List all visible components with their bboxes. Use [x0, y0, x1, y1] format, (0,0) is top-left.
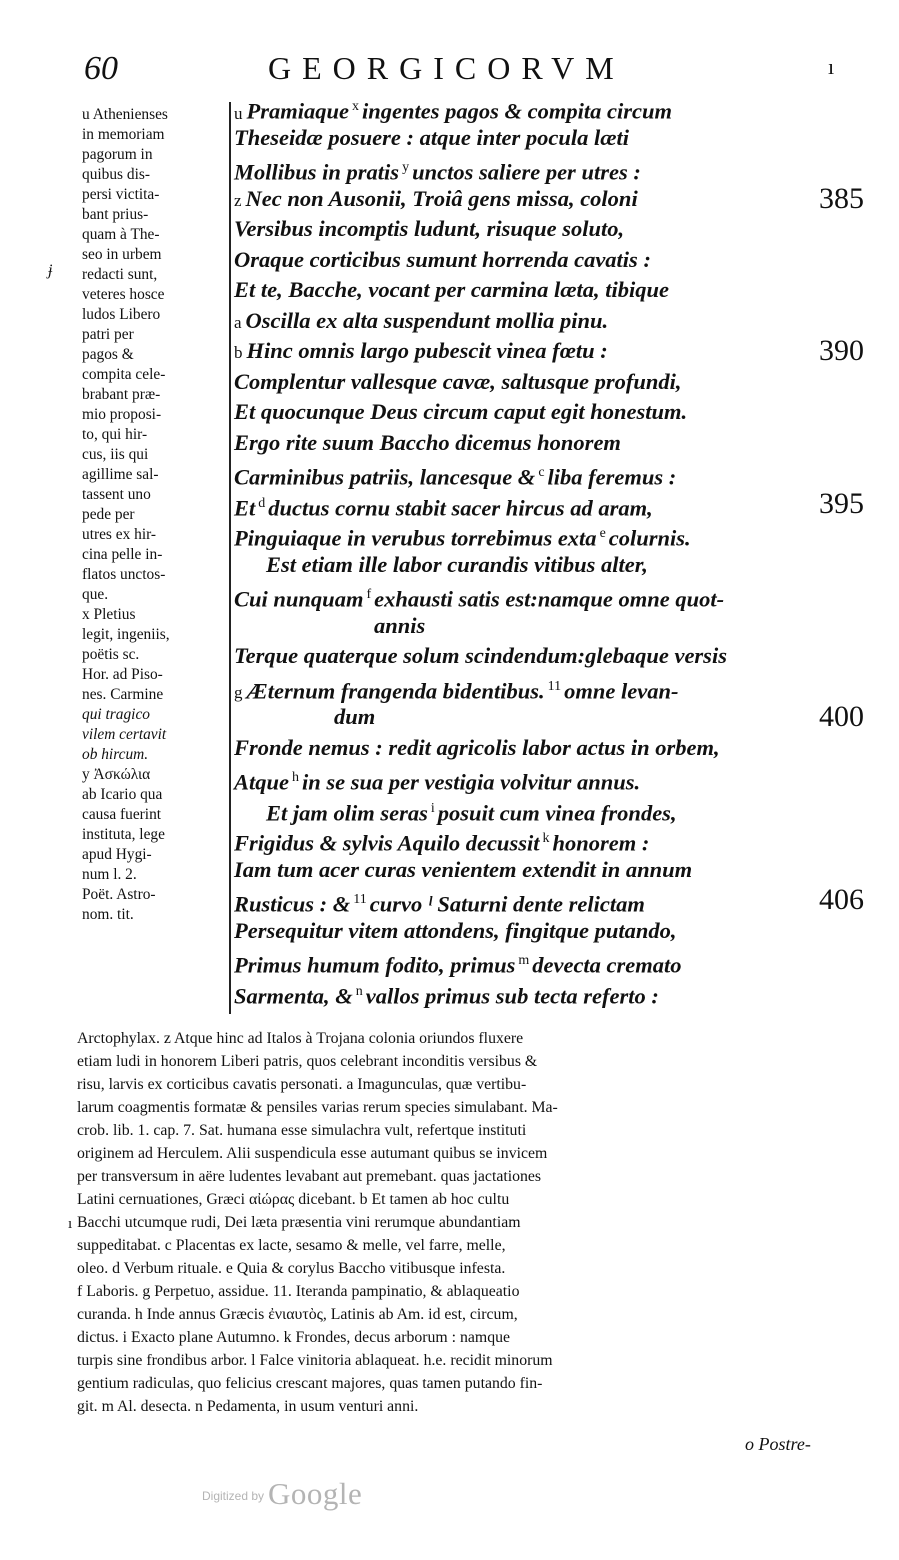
verse-line-number: 390 — [819, 334, 864, 367]
margin-note-line: vilem certavit — [82, 726, 167, 743]
verse-line — [234, 855, 854, 886]
verse-line — [234, 123, 854, 154]
verse-text-continued: ingentes pagos & compita circum — [362, 98, 673, 124]
margin-note-line: que. — [82, 586, 109, 603]
verse-note-marker: i — [430, 800, 435, 816]
verse-note-marker: c — [538, 465, 545, 480]
verse-text: Iam tum acer curas venientem extendit in annum — [234, 856, 693, 882]
verse-gloss-marker: u — [234, 103, 243, 123]
page-number: 60 — [84, 50, 118, 87]
verse-line — [234, 611, 854, 642]
margin-note-line: pagorum in — [82, 146, 153, 163]
verse-line — [234, 733, 854, 764]
verse-line — [234, 580, 854, 611]
verse-line-number: 406 — [819, 883, 864, 916]
verse-text: Ergo rite suum Baccho dicemus honorem — [234, 429, 621, 455]
margin-note-line: tassent uno — [82, 486, 151, 503]
margin-note-line: compita cele- — [82, 366, 166, 383]
commentary-line: oleo. d Verbum rituale. e Quia & corylus Baccho vitibusque infesta. — [77, 1260, 506, 1277]
verse-text: Est etiam ille labor curandis vitibus alter, — [266, 551, 648, 577]
verse-note-marker: n — [355, 983, 363, 999]
verse-gloss-marker: b — [234, 343, 243, 362]
verse-text-continued: curvo ˡ Saturni dente relictam — [369, 891, 645, 917]
commentary-line: larum coagmentis formatæ & pensiles varias rerum species simulabant. Ma- — [77, 1099, 558, 1116]
verse-text: Persequitur vitem attondens, fingitque putando, — [234, 917, 677, 943]
commentary-line: originem ad Herculem. Alii suspendicula esse autumant quibus se invicem — [77, 1145, 548, 1162]
margin-note-line: ob hircum. — [82, 746, 149, 763]
catchword: o Postre- — [745, 1434, 811, 1454]
verse-note-marker: x — [352, 99, 360, 114]
verse-note-marker: m — [518, 953, 530, 968]
google-logo: Google — [268, 1476, 363, 1511]
header-tick-mark: ı — [828, 54, 835, 79]
commentary-line: Bacchi utcumque rudi, Dei læta præsentia vini rerumque abundantiam — [77, 1214, 521, 1231]
verse-gloss-marker: z — [234, 190, 242, 210]
commentary-line: risu, larvis ex corticibus cavatis personati. a Imagunculas, quæ vertibu- — [77, 1076, 527, 1093]
verse-line — [234, 672, 854, 703]
digitized-watermark — [202, 1476, 362, 1512]
verse-text: Et — [234, 495, 256, 520]
verse-line — [234, 275, 854, 306]
margin-note-line: pagos & — [82, 346, 134, 363]
verse-text: Hinc omnis largo pubescit vinea fœtu : — [246, 338, 608, 363]
verse-line — [234, 916, 854, 947]
verse-text: Pinguiaque in verubus torrebimus exta — [234, 525, 597, 551]
margin-note-line: instituta, lege — [82, 826, 165, 843]
verse-line — [234, 883, 864, 917]
commentary-line: etiam ludi in honorem Liberi patris, quos celebrant inconditis versibus & — [77, 1053, 538, 1070]
verse-text: Æternum frangenda bidentibus. — [246, 678, 545, 703]
margin-note-line: cina pelle in- — [82, 546, 163, 563]
margin-notes — [82, 105, 224, 925]
margin-note-line: causa fuerint — [82, 806, 162, 823]
verse-text-continued: unctos saliere per utres : — [412, 159, 641, 185]
verse-note-marker: d — [258, 495, 266, 511]
verse-line — [234, 550, 854, 581]
commentary-line: Arctophylax. z Atque hinc ad Italos à Trojana colonia oriundos fluxere — [77, 1030, 524, 1047]
commentary-block — [77, 1027, 847, 1418]
margin-note-line: Poët. Astro- — [82, 886, 156, 903]
verse-text: Sarmenta, & — [234, 983, 353, 1008]
verse-text: Fronde nemus : redit agricolis labor actus in orbem, — [234, 734, 720, 760]
verse-line — [234, 700, 864, 733]
verse-text: Versibus incomptis ludunt, risuque soluto, — [234, 216, 625, 241]
margin-note-line: x Pletius — [82, 606, 136, 623]
verse-text: Mollibus in pratis — [234, 159, 400, 185]
margin-note-line: Hor. ad Piso- — [82, 666, 163, 683]
margin-note-line: mio proposi- — [82, 406, 162, 423]
verse-text-continued: posuit cum vinea frondes, — [437, 800, 677, 825]
margin-note-line: pede per — [82, 506, 135, 523]
verse-text: Oscilla ex alta suspendunt mollia pinu. — [245, 307, 609, 333]
commentary-line: git. m Al. desecta. n Pedamenta, in usum venturi anni. — [77, 1398, 419, 1415]
margin-note-line: flatos unctos- — [82, 566, 166, 583]
verse-text-continued: honorem : — [552, 830, 650, 856]
margin-note-line: apud Hygi- — [82, 846, 152, 863]
verse-text: Primus humum fodito, primus — [234, 952, 516, 978]
verse-line — [234, 763, 854, 794]
verse-line-number: 400 — [819, 700, 864, 733]
margin-note-line: poëtis sc. — [82, 646, 140, 663]
margin-note-line: legit, ingeniis, — [82, 626, 170, 643]
commentary-line: f Laboris. g Perpetuo, assidue. 11. Iteranda pampinatio, & ablaqueatio — [77, 1283, 520, 1300]
margin-note-line: qui tragico — [82, 706, 150, 723]
digitized-label: Digitized by — [202, 1489, 265, 1503]
margin-mark: ɉ — [48, 262, 53, 279]
verse-text: Pramiaque — [246, 98, 350, 124]
verse-text: Rusticus : & — [234, 891, 351, 917]
verse-line — [234, 306, 854, 337]
margin-note-line: to, qui hir- — [82, 426, 148, 443]
verse-text-continued: omne levan- — [564, 678, 679, 703]
margin-note-line: agillime sal- — [82, 466, 159, 483]
verse-line — [234, 92, 854, 123]
commentary-line: suppeditabat. c Placentas ex lacte, sesamo & melle, vel farre, melle, — [77, 1237, 506, 1254]
verse-text: Frigidus & sylvis Aquilo decussit — [234, 830, 540, 856]
verse-line-number: 385 — [819, 181, 864, 215]
margin-note-line: nom. tit. — [82, 906, 134, 923]
verse-text: Atque — [234, 769, 290, 795]
verse-text: Theseidæ posuere : atque inter pocula læti — [234, 124, 629, 150]
verse-note-marker: k — [542, 831, 550, 846]
verse-text: Et te, Bacche, vocant per carmina læta, tibique — [234, 277, 669, 302]
verse-line — [234, 977, 854, 1008]
stray-mark: ı — [68, 1216, 73, 1232]
verse-gloss-marker: a — [234, 312, 242, 332]
verse-note-marker: f — [366, 587, 372, 602]
commentary-line: Latini cernuationes, Græci αἰώρας dicebant. b Et tamen ab hoc cultu — [77, 1191, 510, 1208]
column-rule — [229, 102, 231, 1014]
verse-line — [234, 641, 854, 672]
verse-text: Carminibus patriis, lancesque & — [234, 464, 536, 490]
verse-note-marker: 11 — [547, 678, 562, 694]
verse-text: Et jam olim seras — [266, 800, 428, 825]
verse-text-continued: ductus cornu stabit sacer hircus ad aram, — [268, 495, 653, 520]
verse-text: Terque quaterque solum scindendum:glebaque versis — [234, 643, 727, 668]
verse-line — [234, 334, 864, 367]
verse-text: annis — [374, 612, 426, 638]
verse-line-number: 395 — [819, 486, 864, 520]
margin-note-line: bant prius- — [82, 206, 149, 223]
verse-line — [234, 486, 864, 520]
verse-text: Et quocunque Deus circum caput egit honestum. — [234, 399, 688, 424]
verse-note-marker: e — [599, 526, 606, 541]
verse-note-marker: y — [402, 160, 410, 175]
margin-note-line: y Ἀσκώλια — [82, 766, 151, 783]
verse-gloss-marker: g — [234, 683, 243, 702]
verse-text-continued: vallos primus sub tecta referto : — [365, 983, 659, 1008]
margin-note-line: veteres hosce — [82, 286, 165, 303]
verse-line — [234, 245, 854, 276]
verse-line — [234, 397, 854, 428]
commentary-line: curanda. h Inde annus Græcis ἐνιαυτὸς, Latinis ab Am. id est, circum, — [77, 1306, 518, 1323]
margin-note-line: patri per — [82, 326, 134, 343]
verse-line — [234, 946, 854, 977]
commentary-line: dictus. i Exacto plane Autumno. k Frondes, decus arborum : namque — [77, 1329, 511, 1346]
margin-note-line: nes. Carmine — [82, 686, 164, 703]
verse-text-continued: devecta cremato — [532, 952, 682, 978]
verse-line — [234, 153, 854, 184]
verse-text-continued: in se sua per vestigia volvitur annus. — [302, 769, 641, 795]
verse-note-marker: 11 — [353, 892, 367, 907]
margin-note-line: persi victita- — [82, 186, 160, 203]
commentary-line: gentium radiculas, quo felicius crescant majores, quas tamen putando fin- — [77, 1375, 543, 1392]
margin-note-line: brabant præ- — [82, 386, 161, 403]
verse-text: Nec non Ausonii, Troiâ gens missa, coloni — [245, 185, 638, 211]
verse-line — [234, 458, 854, 489]
margin-note-line: in memoriam — [82, 126, 165, 143]
verse-text-continued: colurnis. — [608, 525, 691, 551]
margin-note-line: cus, iis qui — [82, 446, 149, 463]
verse-line — [234, 181, 864, 215]
verse-text: Cui nunquam — [234, 586, 364, 612]
commentary-line: crob. lib. 1. cap. 7. Sat. humana esse simulachra vult, refertque instituti — [77, 1122, 527, 1139]
verse-line — [234, 519, 854, 550]
running-head: GEORGICORVM — [268, 50, 625, 86]
margin-note-line: ludos Libero — [82, 306, 161, 323]
verse-text: Complentur vallesque cavæ, saltusque profundi, — [234, 368, 682, 394]
verse-block — [234, 92, 864, 1008]
margin-note-line: u Athenienses — [82, 106, 168, 123]
margin-note-line: ab Icario qua — [82, 786, 163, 803]
verse-text: Oraque corticibus sumunt horrenda cavatis : — [234, 246, 651, 272]
margin-note-line: num l. 2. — [82, 866, 137, 883]
verse-line — [234, 794, 854, 825]
verse-line — [234, 214, 854, 245]
margin-note-line: seo in urbem — [82, 246, 162, 263]
margin-note-line: redacti sunt, — [82, 266, 158, 283]
margin-note-line: quibus dis- — [82, 166, 150, 183]
verse-line — [234, 824, 854, 855]
verse-line — [234, 428, 854, 459]
commentary-line: per transversum in aëre ludentes levabant aut premebant. quas jactationes — [77, 1168, 542, 1185]
margin-note-line: utres ex hir- — [82, 526, 157, 543]
verse-note-marker: h — [292, 770, 300, 785]
verse-text-continued: liba feremus : — [547, 464, 677, 490]
verse-line — [234, 367, 854, 398]
commentary-line: turpis sine frondibus arbor. l Falce vinitoria ablaqueat. h.e. recidit minorum — [77, 1352, 553, 1369]
verse-text: dum — [334, 704, 376, 729]
verse-text-continued: exhausti satis est:namque omne quot- — [374, 586, 725, 612]
margin-note-line: quam à The- — [82, 226, 160, 243]
